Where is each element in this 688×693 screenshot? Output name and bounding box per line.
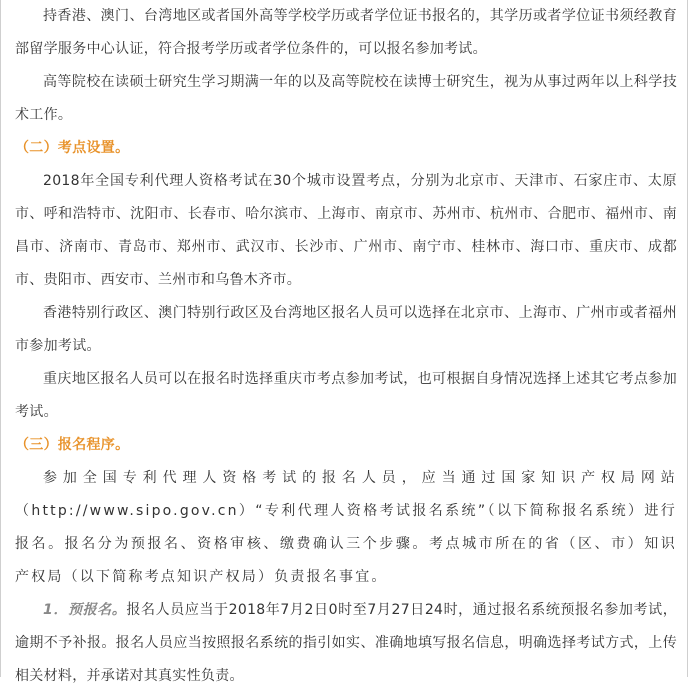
pre-registration-body: 报名人员应当于2018年7月2日0时至7月27日24时，通过报名系统预报名参加考试，逾期不予补报。报名人员应当按照报名系统的指引如实、准确地填写报名信息，明确选择考试方式，上传相关材料，并承诺对其真实性负责。 (15, 602, 678, 684)
paragraph-hk-macao-taiwan: 香港特别行政区、澳门特别行政区及台湾地区报名人员可以选择在北京市、上海市、广州市或者福州市参加考试。 (15, 305, 677, 354)
pre-registration-lead: 1．预报名。 (43, 602, 127, 618)
paragraph-registration-system: 参加全国专利代理人资格考试的报名人员，应当通过国家知识产权局网站（http://www.sipo.gov.cn）“专利代理人资格考试报名系统”（以下简称报名系统）进行报名。报名分为预报名、资格审核、缴费确认三个步骤。考点城市所在的省（区、市）知识产权局（以下简称考点知识产权局）负责报名事宜。 (15, 470, 677, 585)
paragraph-chongqing: 重庆地区报名人员可以在报名时选择重庆市考点参加考试，也可根据自身情况选择上述其它考点参加考试。 (15, 371, 677, 420)
paragraph-pre-registration (15, 594, 677, 693)
paragraph-graduate-students: 高等院校在读硕士研究生学习期满一年的以及高等院校在读博士研究生，视为从事过两年以上科学技术工作。 (15, 74, 677, 123)
paragraph-exam-cities: 2018年全国专利代理人资格考试在30个城市设置考点，分别为北京市、天津市、石家庄市、太原市、呼和浩特市、沈阳市、长春市、哈尔滨市、上海市、南京市、苏州市、杭州市、合肥市、福州市、南昌市、济南市、青岛市、郑州市、武汉市、长沙市、广州市、南宁市、桂林市、海口市、重庆市、成都市、贵阳市、西安市、兰州市和乌鲁木齐市。 (15, 173, 677, 288)
section-heading-registration-procedure: （三）报名程序。 (15, 437, 130, 453)
paragraph-credential-requirement: 持香港、澳门、台湾地区或者国外高等学校学历或者学位证书报名的，其学历或者学位证书须经教育部留学服务中心认证，符合报考学历或者学位条件的，可以报名参加考试。 (15, 8, 677, 57)
section-heading-exam-sites: （二）考点设置。 (15, 140, 130, 156)
